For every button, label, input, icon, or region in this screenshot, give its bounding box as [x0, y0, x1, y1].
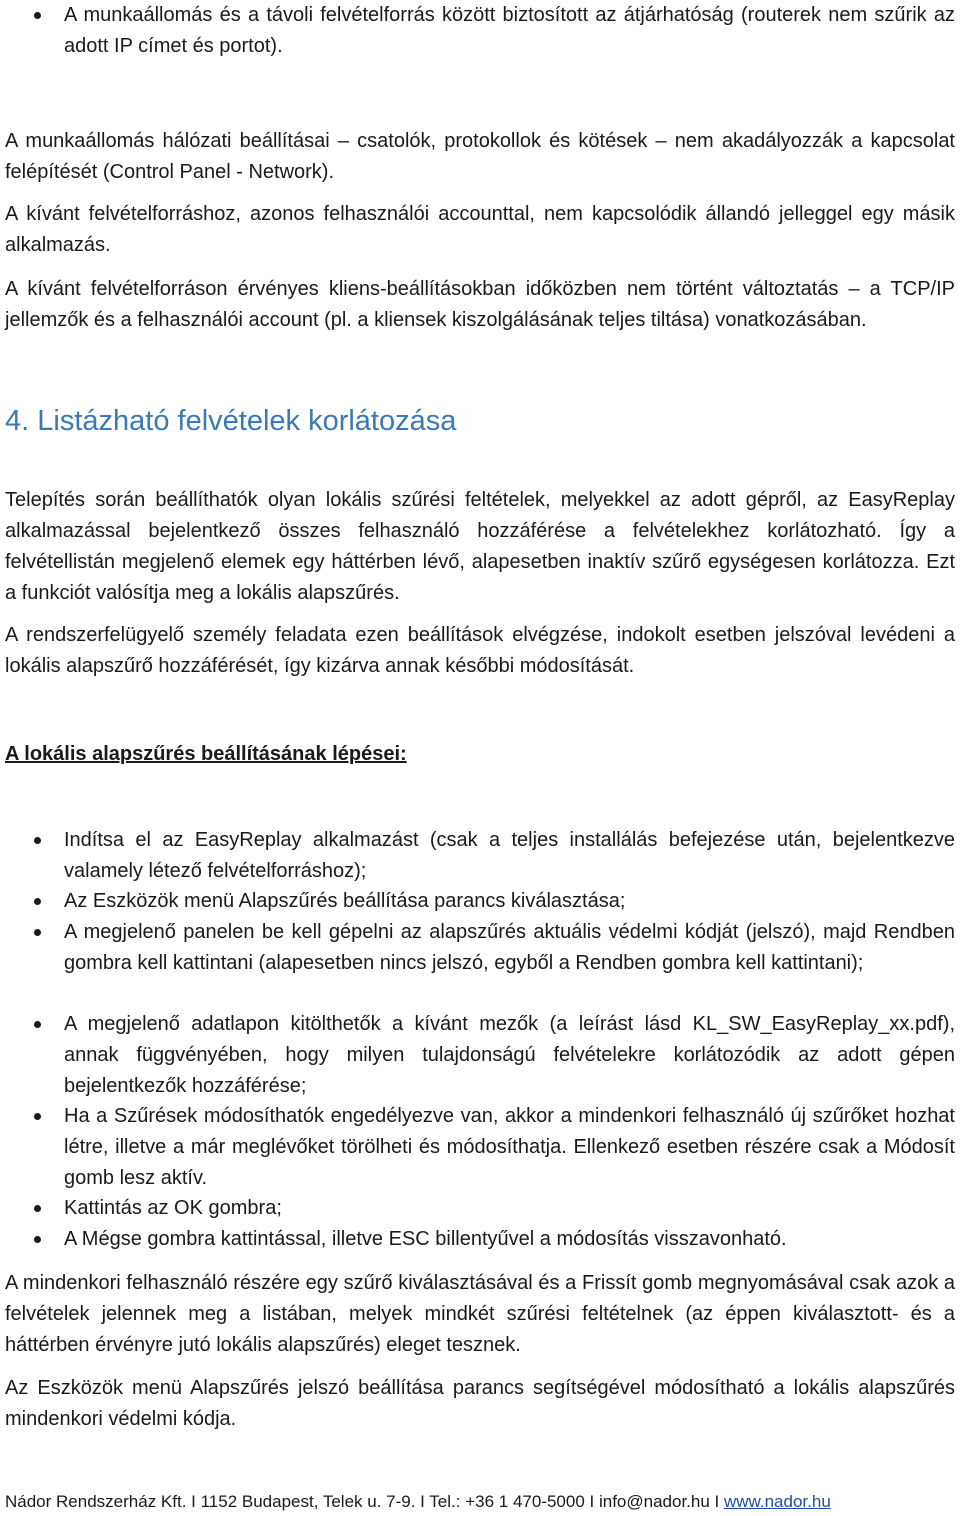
paragraph: Telepítés során beállíthatók olyan lokális szűrési feltételek, melyekkel az adott gépről, az EasyReplay alkalmazással bejelentkező összes felhasználó hozzáférése a felvételekhez korlátozható. Így a felvétellistán megjelenő elemek egy háttérben lévő, alapesetben inaktív szűrő egységesen korlátozza. Ezt a funkciót valósítja meg a lokális alapszűrés.	[5, 489, 955, 604]
subheading: A lokális alapszűrés beállításának lépései:	[5, 743, 407, 765]
paragraph: A rendszerfelügyelő személy feladata ezen beállítások elvégzése, indokolt esetben jelszóval levédeni a lokális alapszűrő hozzáférését, így kizárva annak későbbi módosítását.	[5, 624, 955, 677]
bullet-text: Indítsa el az EasyReplay alkalmazást (csak a teljes installálás befejezése után, bejelentkezve valamely létező felvételforráshoz);	[64, 829, 955, 882]
bullet-icon	[34, 1236, 41, 1243]
footer-contact: Nádor Rendszerház Kft. I 1152 Budapest, Telek u. 7-9. I Tel.: +36 1 470-5000 I info@nador.hu I	[5, 1492, 724, 1511]
bullet-icon	[34, 898, 41, 905]
section-title: Listázható felvételek korlátozása	[37, 405, 457, 437]
page-footer	[5, 1491, 955, 1513]
bullet-text: A munkaállomás és a távoli felvételforrás között biztosított az átjárhatóság (routerek nem szűrik az adott IP címet és portot).	[64, 4, 955, 57]
paragraph: A mindenkori felhasználó részére egy szűrő kiválasztásával és a Frissít gomb megnyomásával csak azok a felvételek jelennek meg a listában, melyek mindkét szűrési feltételnek (az éppen kiválasztott- és a háttérben érvényre jutó lokális alapszűrés) eleget tesznek.	[5, 1272, 955, 1356]
bullet-text: Az Eszközök menü Alapszűrés beállítása parancs kiválasztása;	[64, 890, 626, 912]
bullet-icon	[34, 1205, 41, 1212]
bullet-text: Ha a Szűrések módosíthatók engedélyezve van, akkor a mindenkori felhasználó új szűrőket hozhat létre, illetve a már meglévőket törölheti és módosíthatja. Ellenkező esetben részére csak a Módosít gomb lesz aktív.	[64, 1105, 955, 1189]
bullet-icon	[34, 929, 41, 936]
bullet-text: A megjelenő panelen be kell gépelni az alapszűrés aktuális védelmi kódját (jelszó), majd Rendben gombra kell kattintani (alapesetben nincs jelszó, egyből a Rendben gombra kell kattintani);	[64, 921, 955, 974]
bullet-icon	[34, 1021, 41, 1028]
bullet-text: Kattintás az OK gombra;	[64, 1197, 282, 1219]
paragraph: A kívánt felvételforráson érvényes kliens-beállításokban időközben nem történt változtatás – a TCP/IP jellemzők és a felhasználói account (pl. a kliensek kiszolgálásának teljes tiltása) vonatkozásában.	[5, 278, 955, 331]
paragraph: Az Eszközök menü Alapszűrés jelszó beállítása parancs segítségével módosítható a lokális alapszűrés mindenkori védelmi kódja.	[5, 1377, 955, 1430]
paragraph: A munkaállomás hálózati beállításai – csatolók, protokollok és kötések – nem akadályozzák a kapcsolat felépítését (Control Panel - Network).	[5, 130, 955, 183]
bullet-icon	[34, 12, 41, 19]
paragraph: A kívánt felvételforráshoz, azonos felhasználói accounttal, nem kapcsolódik állandó jelleggel egy másik alkalmazás.	[5, 203, 955, 256]
bullet-text: A Mégse gombra kattintással, illetve ESC billentyűvel a módosítás visszavonható.	[64, 1228, 787, 1250]
footer-website-link[interactable]: www.nador.hu	[723, 1492, 831, 1511]
bullet-icon	[34, 837, 41, 844]
section-heading	[5, 403, 955, 439]
bullet-icon	[34, 1113, 41, 1120]
bullet-text: A megjelenő adatlapon kitölthetők a kívánt mezők (a leírást lásd KL_SW_EasyReplay_xx.pdf), annak függvényében, hogy milyen tulajdonságú felvételekre korlátozódik az adott gépen bejelentkezők hozzáférése;	[64, 1013, 955, 1097]
section-number: 4.	[5, 405, 30, 437]
